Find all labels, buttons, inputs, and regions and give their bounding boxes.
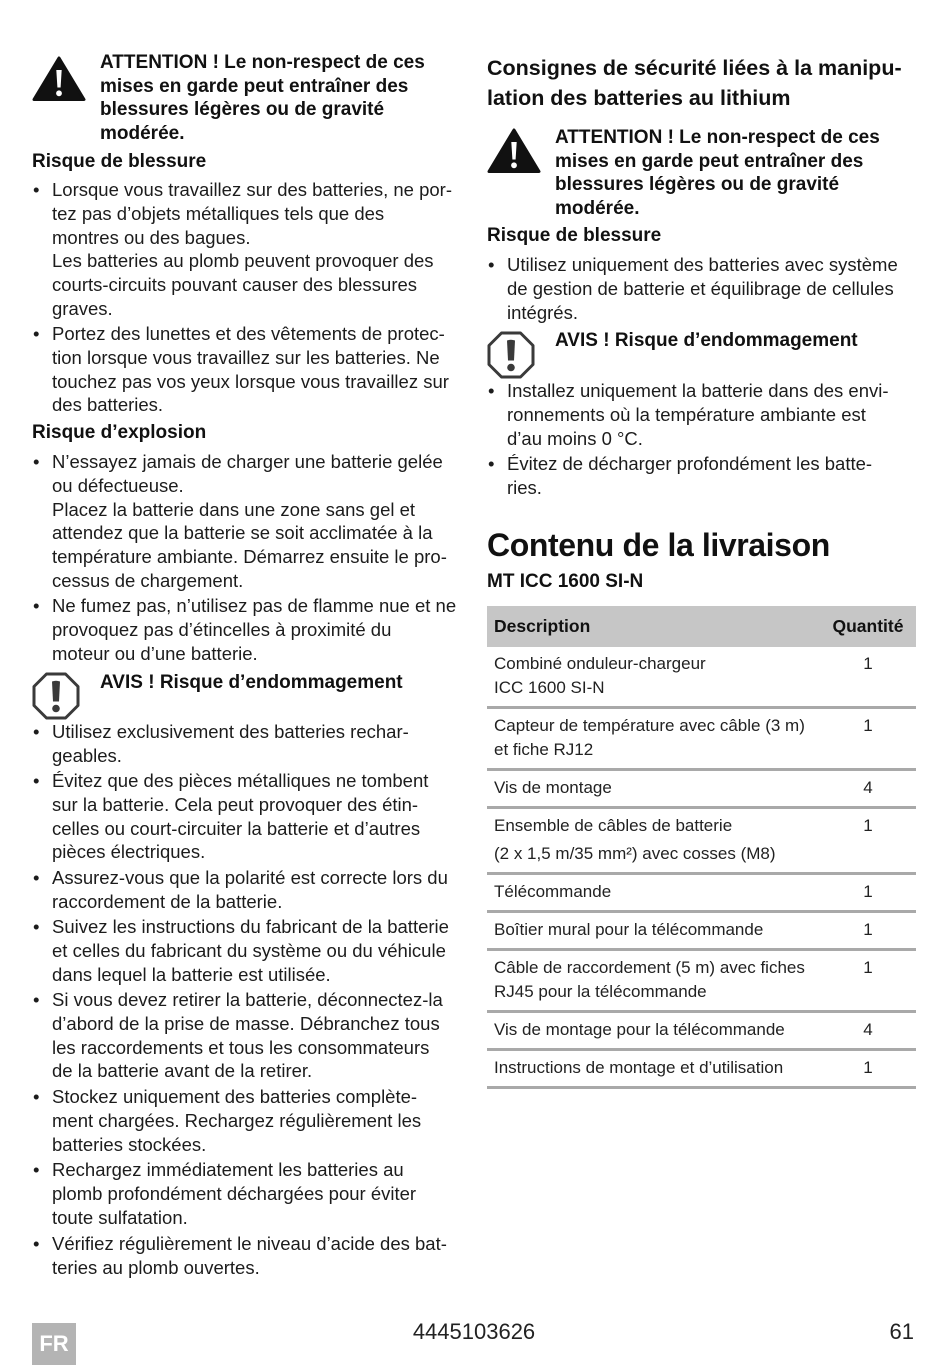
bullet-icon: • <box>33 989 40 1010</box>
list-item-text: Stockez uniquement des batteries complète- ment chargées. Rechargez régulièrement les batteries stockées. <box>52 1086 422 1155</box>
list-item <box>32 769 428 864</box>
list-item <box>32 594 456 665</box>
list-item <box>487 379 889 450</box>
row-description: Capteur de température avec câble (3 m) et fiche RJ12 <box>494 716 805 759</box>
list-item-text: Vérifiez régulièrement le niveau d’acide des bat- teries au plomb ouvertes. <box>52 1233 447 1278</box>
notice-octagon-icon <box>32 672 80 720</box>
bullet-icon: • <box>33 867 40 888</box>
bullet-icon: • <box>33 770 40 791</box>
list-item-text: Suivez les instructions du fabricant de la batterie et celles du fabricant du système ou du véhicule dans lequel la batterie est utilisée. <box>52 916 449 985</box>
row-description: Instructions de montage et d’utilisation <box>494 1058 784 1077</box>
table-header <box>487 606 916 647</box>
bullet-icon: • <box>33 916 40 937</box>
list-item-text: Assurez-vous que la polarité est correcte lors du raccordement de la batterie. <box>52 867 448 912</box>
notice-text: AVIS ! Risque d’endommagement <box>555 330 858 351</box>
injury-risk-heading: Risque de blessure <box>32 151 207 172</box>
table-row <box>487 1013 916 1051</box>
list-item <box>32 866 448 914</box>
bullet-icon: • <box>33 1233 40 1254</box>
column-header-quantity: Quantité <box>832 616 904 636</box>
warning-text: ATTENTION ! Le non-respect de ces mises en garde peut entraîner des blessures légères ou de gravité modérée. <box>555 127 880 219</box>
list-item <box>32 1232 447 1280</box>
row-quantity: 4 <box>863 1020 873 1039</box>
list-item-text: Utilisez uniquement des batteries avec système de gestion de batterie et équilibrage de cellules intégrés. <box>507 254 898 323</box>
language-tab: FR <box>32 1323 76 1365</box>
row-description: Combiné onduleur-chargeur ICC 1600 SI-N <box>494 654 706 697</box>
bullet-icon: • <box>488 453 495 474</box>
model-name: MT ICC 1600 SI-N <box>487 571 644 592</box>
bullet-icon: • <box>33 595 40 616</box>
bullet-icon: • <box>488 254 495 275</box>
explosion-risk-heading: Risque d’explosion <box>32 422 207 443</box>
row-quantity: 1 <box>863 958 873 977</box>
row-quantity: 1 <box>863 716 873 735</box>
warning-triangle-icon <box>32 55 86 102</box>
row-quantity: 1 <box>863 1058 873 1077</box>
list-item-text: Rechargez immédiatement les batteries au plomb profondément déchargées pour éviter toute sulfatation. <box>52 1159 417 1228</box>
table-row <box>487 647 916 709</box>
delivery-table <box>487 606 916 1089</box>
table-row <box>487 875 916 913</box>
page-number: 61 <box>889 1319 914 1344</box>
bullet-icon: • <box>33 721 40 742</box>
table-row <box>487 709 916 771</box>
table-row <box>487 1051 916 1089</box>
row-quantity: 1 <box>863 654 873 673</box>
row-description: Vis de montage <box>494 778 612 797</box>
list-item <box>487 253 898 324</box>
bullet-icon: • <box>33 1159 40 1180</box>
list-item <box>32 1085 421 1156</box>
table-row <box>487 809 916 875</box>
list-item <box>32 322 449 417</box>
warning-triangle-icon <box>487 127 541 174</box>
list-item <box>32 450 447 593</box>
list-item-text: N’essayez jamais de charger une batterie gelée ou défectueuse. Placez la batterie dans une zone sans gel et attendez que la batterie se soit acclimatée à la température ambiante. Démarrez ensuite le pro- cessus de chargement. <box>52 451 447 591</box>
table-row <box>487 771 916 809</box>
list-item-text: Évitez de décharger profondément les batte- ries. <box>507 453 873 498</box>
injury-risk-heading: Risque de blessure <box>487 225 662 246</box>
list-item <box>32 988 443 1083</box>
list-item-text: Évitez que des pièces métalliques ne tombent sur la batterie. Cela peut provoquer des étin- celles ou court-circuiter la batterie et d’autres pièces électriques. <box>52 770 429 863</box>
delivery-heading: Contenu de la livraison <box>487 527 830 563</box>
table-row <box>487 951 916 1013</box>
row-quantity: 1 <box>863 920 873 939</box>
list-item-text: Si vous devez retirer la batterie, déconnectez-la d’abord de la prise de masse. Débranchez tous les raccordements et tous les consommateurs de la batterie avant de la retirer. <box>52 989 443 1082</box>
list-item-text: Ne fumez pas, n’utilisez pas de flamme nue et ne provoquez pas d’étincelles à proximité du moteur ou d’une batterie. <box>52 595 457 664</box>
row-quantity: 1 <box>863 816 873 835</box>
list-item-text: Installez uniquement la batterie dans des envi- ronnements où la température ambiante est d’au moins 0 °C. <box>507 380 889 449</box>
list-item-text: Utilisez exclusivement des batteries rechar- geables. <box>52 721 409 766</box>
row-quantity: 1 <box>863 882 873 901</box>
document-number: 4445103626 <box>412 1319 536 1344</box>
column-header-description: Description <box>494 616 591 636</box>
row-quantity: 4 <box>863 778 873 797</box>
bullet-icon: • <box>488 380 495 401</box>
table-row <box>487 913 916 951</box>
list-item-text: Lorsque vous travaillez sur des batteries, ne por- tez pas d’objets métalliques tels que des montres ou des bagues. Les batteries au plomb peuvent provoquer des courts-circuits pouvant causer des blessures graves. <box>52 179 453 319</box>
row-description: Boîtier mural pour la télécommande <box>494 920 764 939</box>
row-description: Câble de raccordement (5 m) avec fiches RJ45 pour la télécommande <box>494 958 805 1001</box>
bullet-icon: • <box>33 323 40 344</box>
row-description: Télécommande <box>494 882 612 901</box>
section-title: Consignes de sécurité liées à la manipu- lation des batteries au lithium <box>487 56 902 110</box>
row-description: Ensemble de câbles de batterie (2 x 1,5 m/35 mm²) avec cosses (M8) <box>494 816 776 863</box>
list-item <box>32 720 409 768</box>
bullet-icon: • <box>33 1086 40 1107</box>
bullet-icon: • <box>33 451 40 472</box>
bullet-icon: • <box>33 179 40 200</box>
list-item <box>32 915 449 986</box>
list-item-text: Portez des lunettes et des vêtements de protec- tion lorsque vous travaillez sur les batteries. Ne touchez pas vos yeux lorsque vous travaillez sur des batteries. <box>52 323 449 416</box>
row-description: Vis de montage pour la télécommande <box>494 1020 785 1039</box>
notice-text: AVIS ! Risque d’endommagement <box>100 672 403 693</box>
list-item <box>32 178 452 321</box>
warning-text: ATTENTION ! Le non-respect de ces mises en garde peut entraîner des blessures légères ou de gravité modérée. <box>100 52 425 144</box>
notice-octagon-icon <box>487 331 535 379</box>
list-item <box>32 1158 416 1229</box>
list-item <box>487 452 872 500</box>
